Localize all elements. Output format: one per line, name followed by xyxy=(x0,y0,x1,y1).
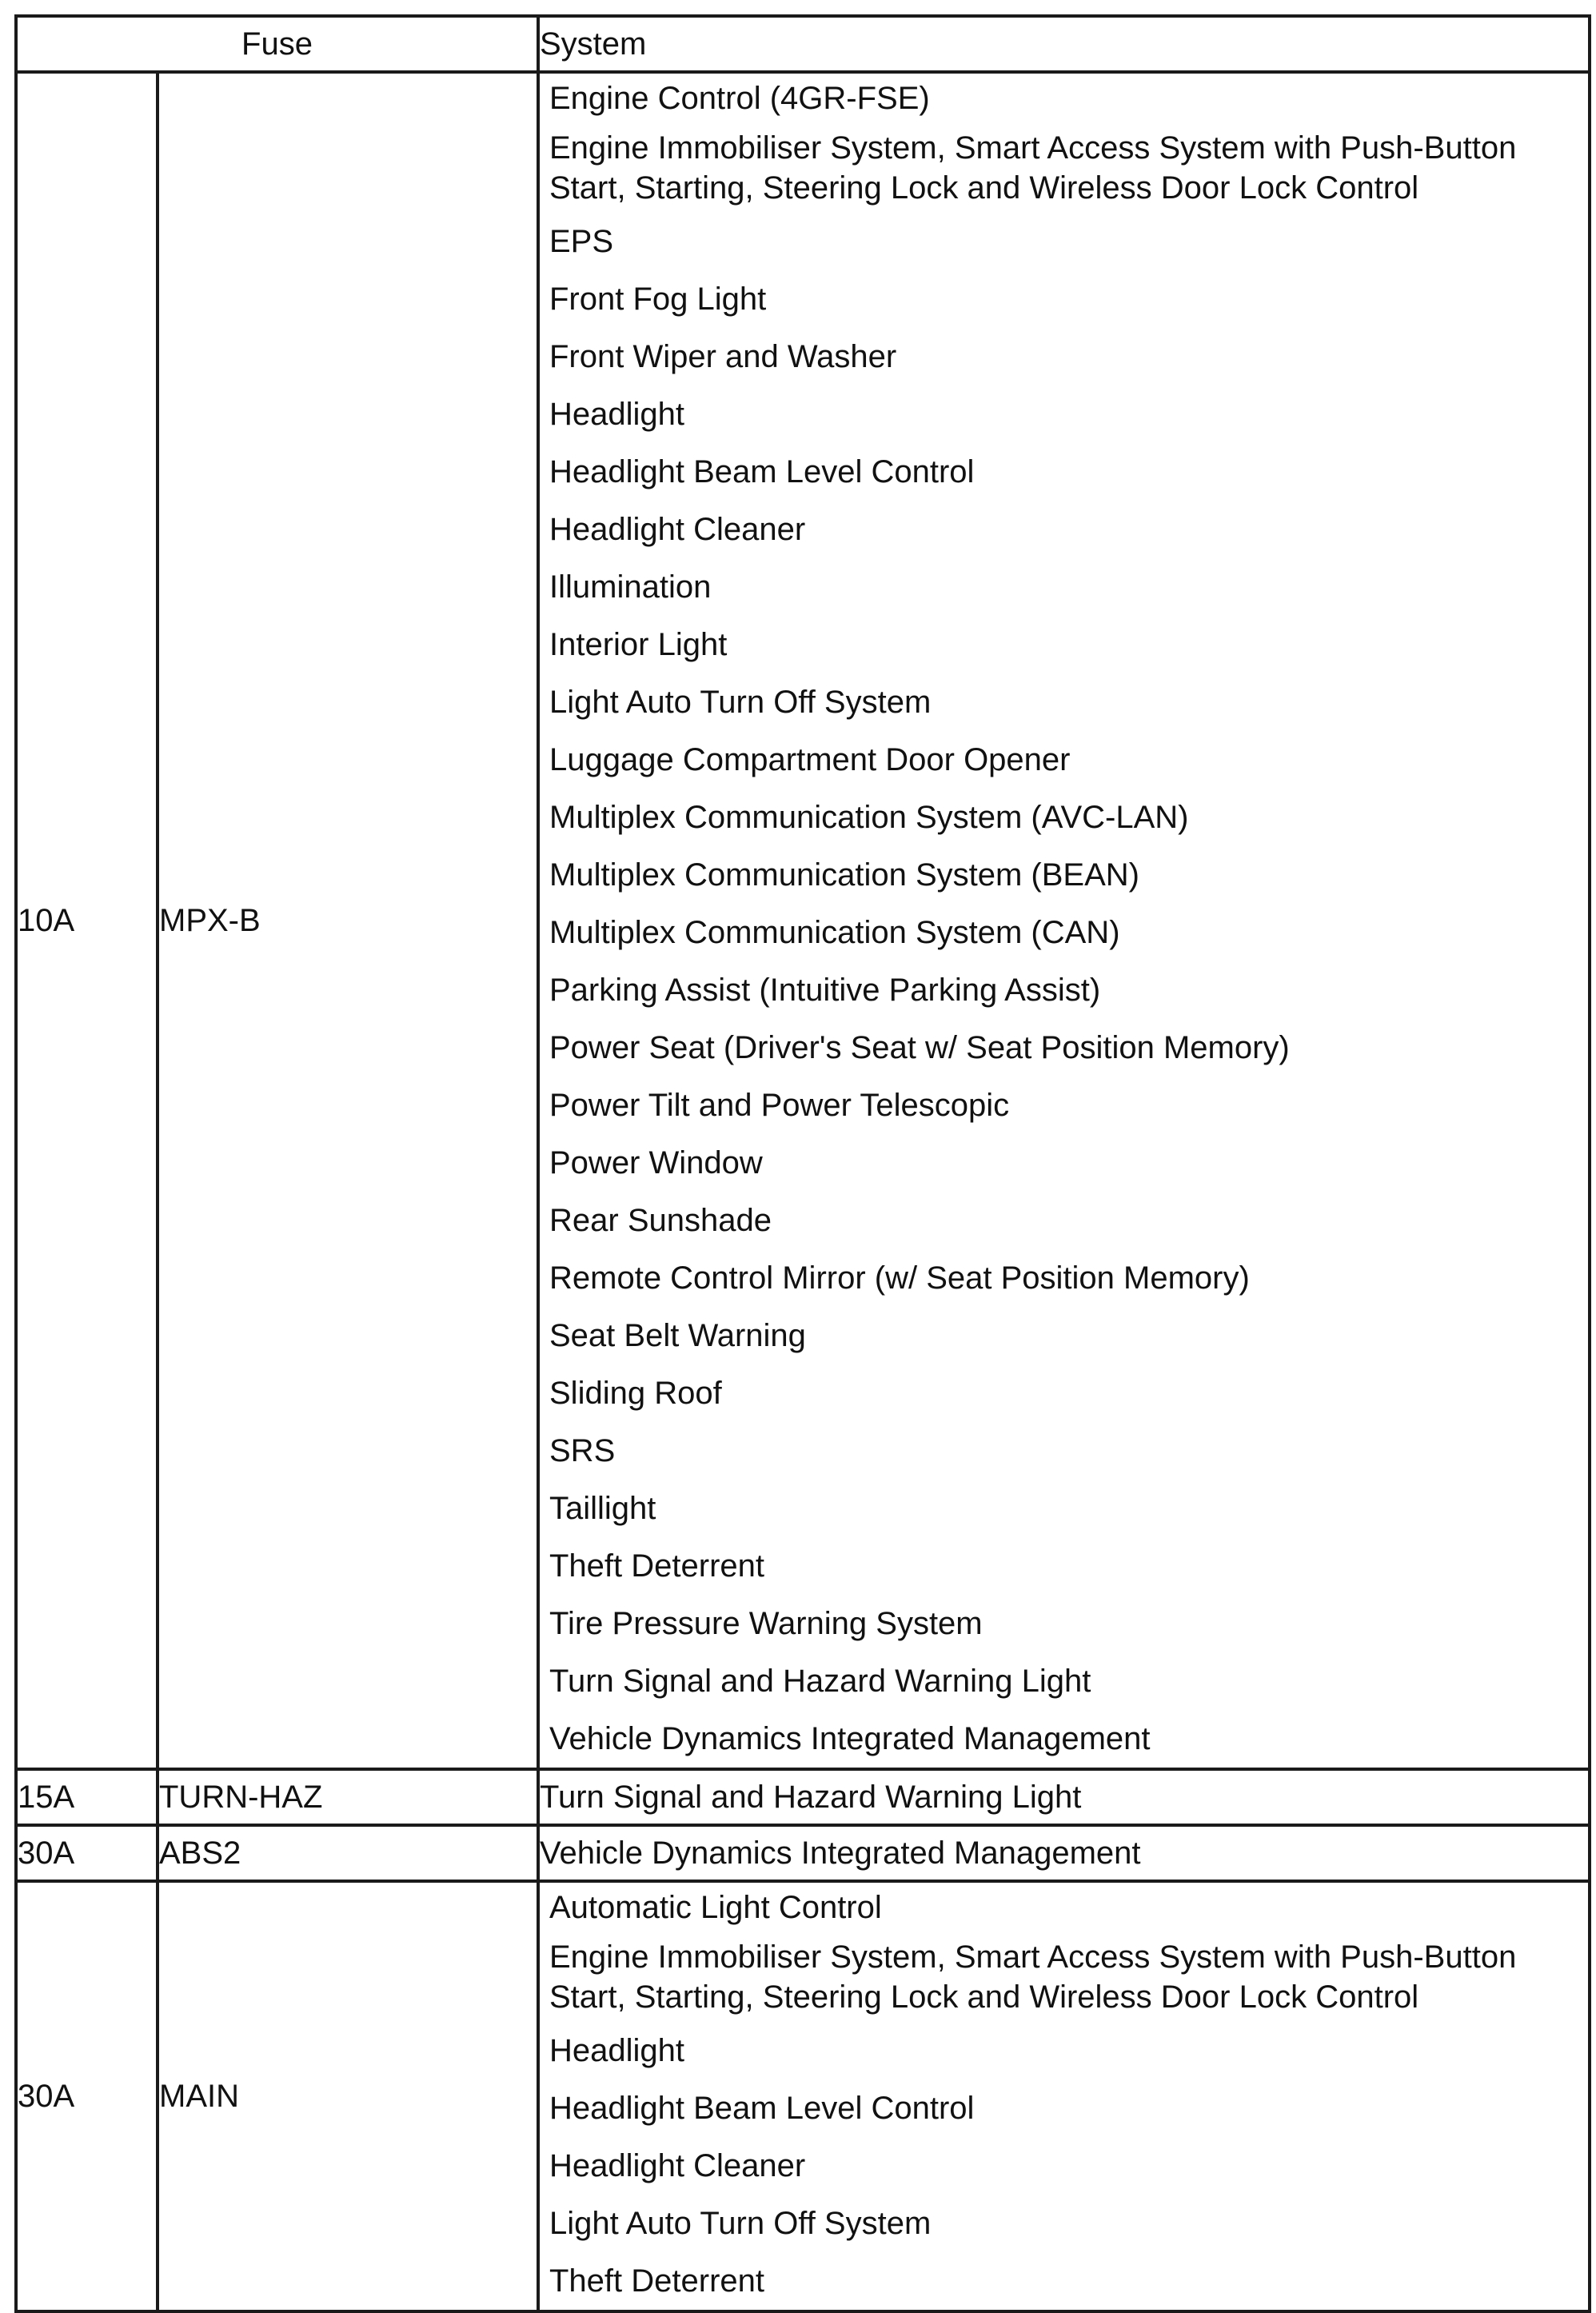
system-item: Multiplex Communication System (BEAN) xyxy=(549,857,1139,893)
system-item: Vehicle Dynamics Integrated Management xyxy=(538,1825,1590,1881)
system-item: Front Fog Light xyxy=(549,282,767,317)
system-item: Theft Deterrent xyxy=(549,2263,765,2299)
fuse-amperage: 10A xyxy=(16,72,158,1769)
system-item: Parking Assist (Intuitive Parking Assist) xyxy=(549,973,1101,1008)
table-row xyxy=(16,1825,1590,1881)
header-fuse: Fuse xyxy=(16,16,538,72)
system-item: Headlight xyxy=(549,2033,685,2068)
fuse-name: TURN-HAZ xyxy=(158,1769,538,1825)
system-item: Multiplex Communication System (CAN) xyxy=(549,915,1120,950)
system-item: Engine Control (4GR-FSE) xyxy=(549,81,930,116)
system-item: Headlight Beam Level Control xyxy=(549,454,975,489)
system-item: Turn Signal and Hazard Warning Light xyxy=(549,1664,1091,1699)
system-item: Front Wiper and Washer xyxy=(549,339,897,374)
system-item: Taillight xyxy=(549,1491,656,1526)
system-item: Headlight Beam Level Control xyxy=(549,2091,975,2126)
system-item: Remote Control Mirror (w/ Seat Position Memory) xyxy=(549,1260,1250,1296)
system-item: SRS xyxy=(549,1433,616,1468)
system-item: Headlight xyxy=(549,397,685,432)
system-list xyxy=(538,1881,1590,2311)
system-item: Engine Immobiliser System, Smart Access System with Push-Button Start, Starting, Steering Lock and Wireless Door Lock Control xyxy=(549,130,1517,206)
table-row xyxy=(16,1881,1590,2311)
fuse-amperage: 30A xyxy=(16,1881,158,2311)
system-item: Turn Signal and Hazard Warning Light xyxy=(538,1769,1590,1825)
system-item: EPS xyxy=(549,224,614,259)
fuse-table xyxy=(14,14,1591,2313)
system-item: Vehicle Dynamics Integrated Management xyxy=(549,1721,1151,1756)
fuse-amperage: 15A xyxy=(16,1769,158,1825)
system-item: Automatic Light Control xyxy=(549,1890,882,1925)
system-item: Light Auto Turn Off System xyxy=(549,685,932,720)
system-item: Luggage Compartment Door Opener xyxy=(549,742,1071,777)
system-item: Tire Pressure Warning System xyxy=(549,1606,983,1641)
system-item: Interior Light xyxy=(549,627,728,662)
header-system: System xyxy=(538,16,1590,72)
fuse-amperage: 30A xyxy=(16,1825,158,1881)
system-item: Rear Sunshade xyxy=(549,1203,772,1238)
system-item: Headlight Cleaner xyxy=(549,2148,806,2183)
header-row xyxy=(16,16,1590,72)
system-list xyxy=(538,72,1590,1769)
system-item: Power Tilt and Power Telescopic xyxy=(549,1088,1010,1123)
system-item: Sliding Roof xyxy=(549,1376,722,1411)
system-item: Power Window xyxy=(549,1145,763,1180)
system-item: Power Seat (Driver's Seat w/ Seat Position Memory) xyxy=(549,1030,1290,1065)
system-item: Engine Immobiliser System, Smart Access System with Push-Button Start, Starting, Steering Lock and Wireless Door Lock Control xyxy=(549,1939,1517,2015)
table-row xyxy=(16,72,1590,1769)
system-item: Illumination xyxy=(549,569,712,605)
fuse-name: MPX-B xyxy=(158,72,538,1769)
system-item: Theft Deterrent xyxy=(549,1548,765,1584)
fuse-name: ABS2 xyxy=(158,1825,538,1881)
fuse-name: MAIN xyxy=(158,1881,538,2311)
table-row xyxy=(16,1769,1590,1825)
system-item: Seat Belt Warning xyxy=(549,1318,806,1353)
system-item: Multiplex Communication System (AVC-LAN) xyxy=(549,800,1189,835)
system-item: Light Auto Turn Off System xyxy=(549,2206,932,2241)
system-item: Headlight Cleaner xyxy=(549,512,806,547)
